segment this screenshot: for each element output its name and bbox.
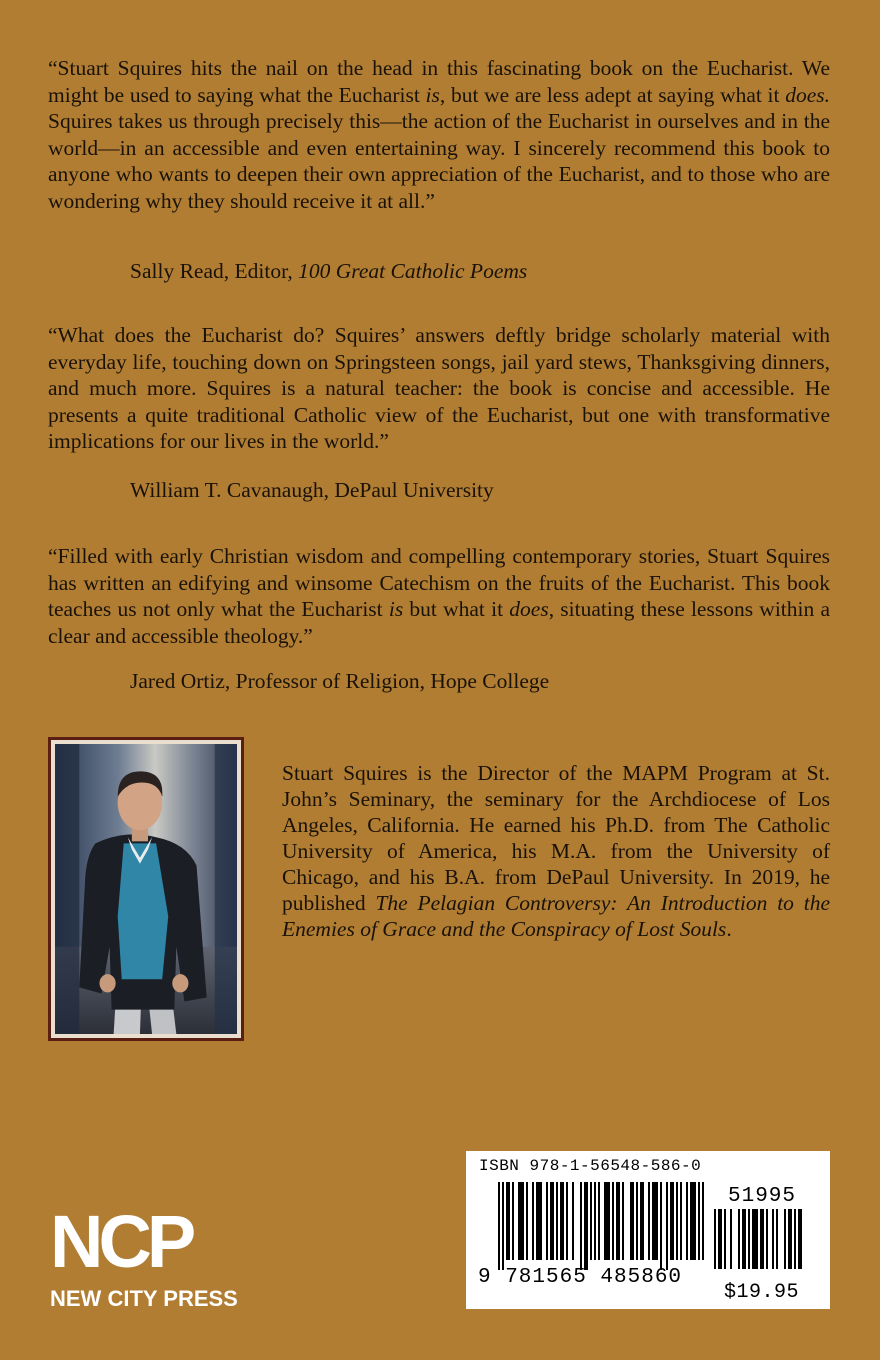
barcode-bar (622, 1182, 624, 1260)
barcode-bar (630, 1182, 634, 1260)
barcode-bar (556, 1182, 558, 1260)
barcode-bar (502, 1182, 504, 1270)
barcode-bar (666, 1182, 668, 1270)
barcode-bar (648, 1182, 650, 1260)
barcode-bar (776, 1209, 778, 1269)
barcode-bar (512, 1182, 514, 1260)
barcode-bar (718, 1209, 722, 1269)
barcode-bar (714, 1209, 716, 1269)
author-photo (55, 744, 237, 1034)
endorsement-attribution-3: Jared Ortiz, Professor of Religion, Hope College (130, 669, 550, 693)
barcode-bar (506, 1182, 510, 1260)
barcode-bar (702, 1182, 704, 1260)
quote-emphasis: does (509, 597, 549, 621)
barcode-bar (652, 1182, 658, 1260)
barcode-bar (772, 1209, 774, 1269)
barcode-bar (676, 1182, 678, 1260)
barcode-bar (730, 1209, 732, 1269)
barcode-bar (518, 1182, 524, 1260)
barcode-bar (738, 1209, 740, 1269)
bio-text: Stuart Squires is the Director of the MAPM Program at St. John’s Seminary, the seminary for the Archdiocese of Los Angeles, California. He earned his Ph.D. from The Catholic University of America, his M.A. from the University of Chicago, and his B.A. from DePaul University. In 2019, he published (282, 761, 830, 915)
barcode-bar (752, 1209, 758, 1269)
barcode-bar (550, 1182, 554, 1260)
barcode-bar (766, 1209, 768, 1269)
barcode-bar (546, 1182, 548, 1260)
quote-text: “Filled with early Christian wisdom and compelling contemporary stories, Stuart Squires has written an edifying and winsome Catechism on the fruits of the Eucharist. This book teaches us not only what the Eucharist (48, 544, 830, 621)
quote-emphasis: is (388, 597, 404, 621)
author-photo-frame (48, 737, 244, 1041)
barcode-bar (794, 1209, 796, 1269)
publisher-logo (50, 1200, 265, 1311)
barcode-bar (590, 1182, 592, 1260)
quote-text: , but we are less adept at saying what it (439, 82, 786, 107)
publisher-name: NEW CITY PRESS (50, 1286, 238, 1311)
barcode-bar (760, 1209, 764, 1269)
endorsement-attribution-1 (130, 258, 527, 284)
bio-end: . (726, 917, 732, 941)
quote-text: but what it (403, 597, 510, 621)
barcode-bar (604, 1182, 610, 1260)
barcode-bar (580, 1182, 582, 1270)
barcode-bar (612, 1182, 614, 1260)
barcode-bar (560, 1182, 564, 1260)
barcode-bar (636, 1182, 638, 1260)
price-code: 51995 (728, 1185, 797, 1208)
attribution-book-title: 100 Great Catholic Poems (298, 259, 528, 283)
quote-text: , situating these lessons within a clear and accessible theology.” (48, 597, 830, 648)
author-bio (282, 760, 830, 942)
bio-book-title: The Pelagian Controversy: An Introduction to the Enemies of Grace and the Conspiracy of Lost Souls (282, 891, 830, 941)
barcode-bar (698, 1182, 700, 1260)
barcode-bar (670, 1182, 674, 1260)
barcode-bar (748, 1209, 750, 1269)
barcode-bar (742, 1209, 746, 1269)
barcode-bar (566, 1182, 568, 1260)
barcode-bar (598, 1182, 600, 1260)
barcode-bar (532, 1182, 534, 1260)
barcode-bar (594, 1182, 596, 1260)
barcode-bar (572, 1182, 574, 1260)
quote-emphasis: does. (785, 82, 830, 107)
publisher-logo-mark: NCP (50, 1200, 192, 1283)
barcode-bar (788, 1209, 792, 1269)
endorsement-attribution-2: William T. Cavanaugh, DePaul University (130, 478, 494, 502)
quote-text: “Stuart Squires hits the nail on the head in this fascinating book on the Eucharist. We might be used to saying what the Eucharist (48, 56, 830, 107)
barcode-bar (686, 1182, 688, 1260)
barcode-bar (690, 1182, 696, 1260)
barcode-bar (724, 1209, 726, 1269)
barcode-bar (584, 1182, 588, 1270)
ean-digits: 9 781565 485860 (478, 1266, 683, 1289)
attribution-name: Sally Read, Editor, (130, 259, 299, 283)
quote-text: Squires takes us through precisely this—the action of the Eucharist in ourselves and in the world—in an accessible and even entertaining way. I sincerely recommend this book to anyone who wants to deepen their own appreciation of the Eucharist, and to those who are wondering why they should receive it at all.” (48, 109, 830, 213)
barcode-bar (660, 1182, 662, 1270)
barcode-bar (498, 1182, 500, 1270)
quote-emphasis: is (425, 82, 440, 107)
endorsement-quote-2: “What does the Eucharist do? Squires’ answers deftly bridge scholarly material with everyday life, touching down on Springsteen songs, jail yard stews, Thanksgiving dinners, and much more. Squires is a natural teacher: the book is concise and accessible. He presents a quite traditional Catholic view of the Eucharist, but one with transformative implications for our lives in the world.” (48, 323, 830, 453)
barcode-bar (784, 1209, 786, 1269)
barcode-bar (798, 1209, 802, 1269)
price-barcode-bars (714, 1209, 816, 1279)
isbn-label: ISBN 978-1-56548-586-0 (479, 1157, 702, 1175)
price: $19.95 (724, 1281, 800, 1304)
barcode-bar (616, 1182, 620, 1260)
barcode-bar (640, 1182, 644, 1260)
endorsement-quote-1 (48, 55, 830, 214)
ean-barcode-bars (498, 1182, 706, 1270)
barcode-bar (536, 1182, 542, 1260)
barcode-bar (680, 1182, 682, 1260)
barcode-bar (526, 1182, 528, 1260)
endorsement-quote-3 (48, 543, 830, 649)
isbn-barcode (466, 1151, 830, 1309)
